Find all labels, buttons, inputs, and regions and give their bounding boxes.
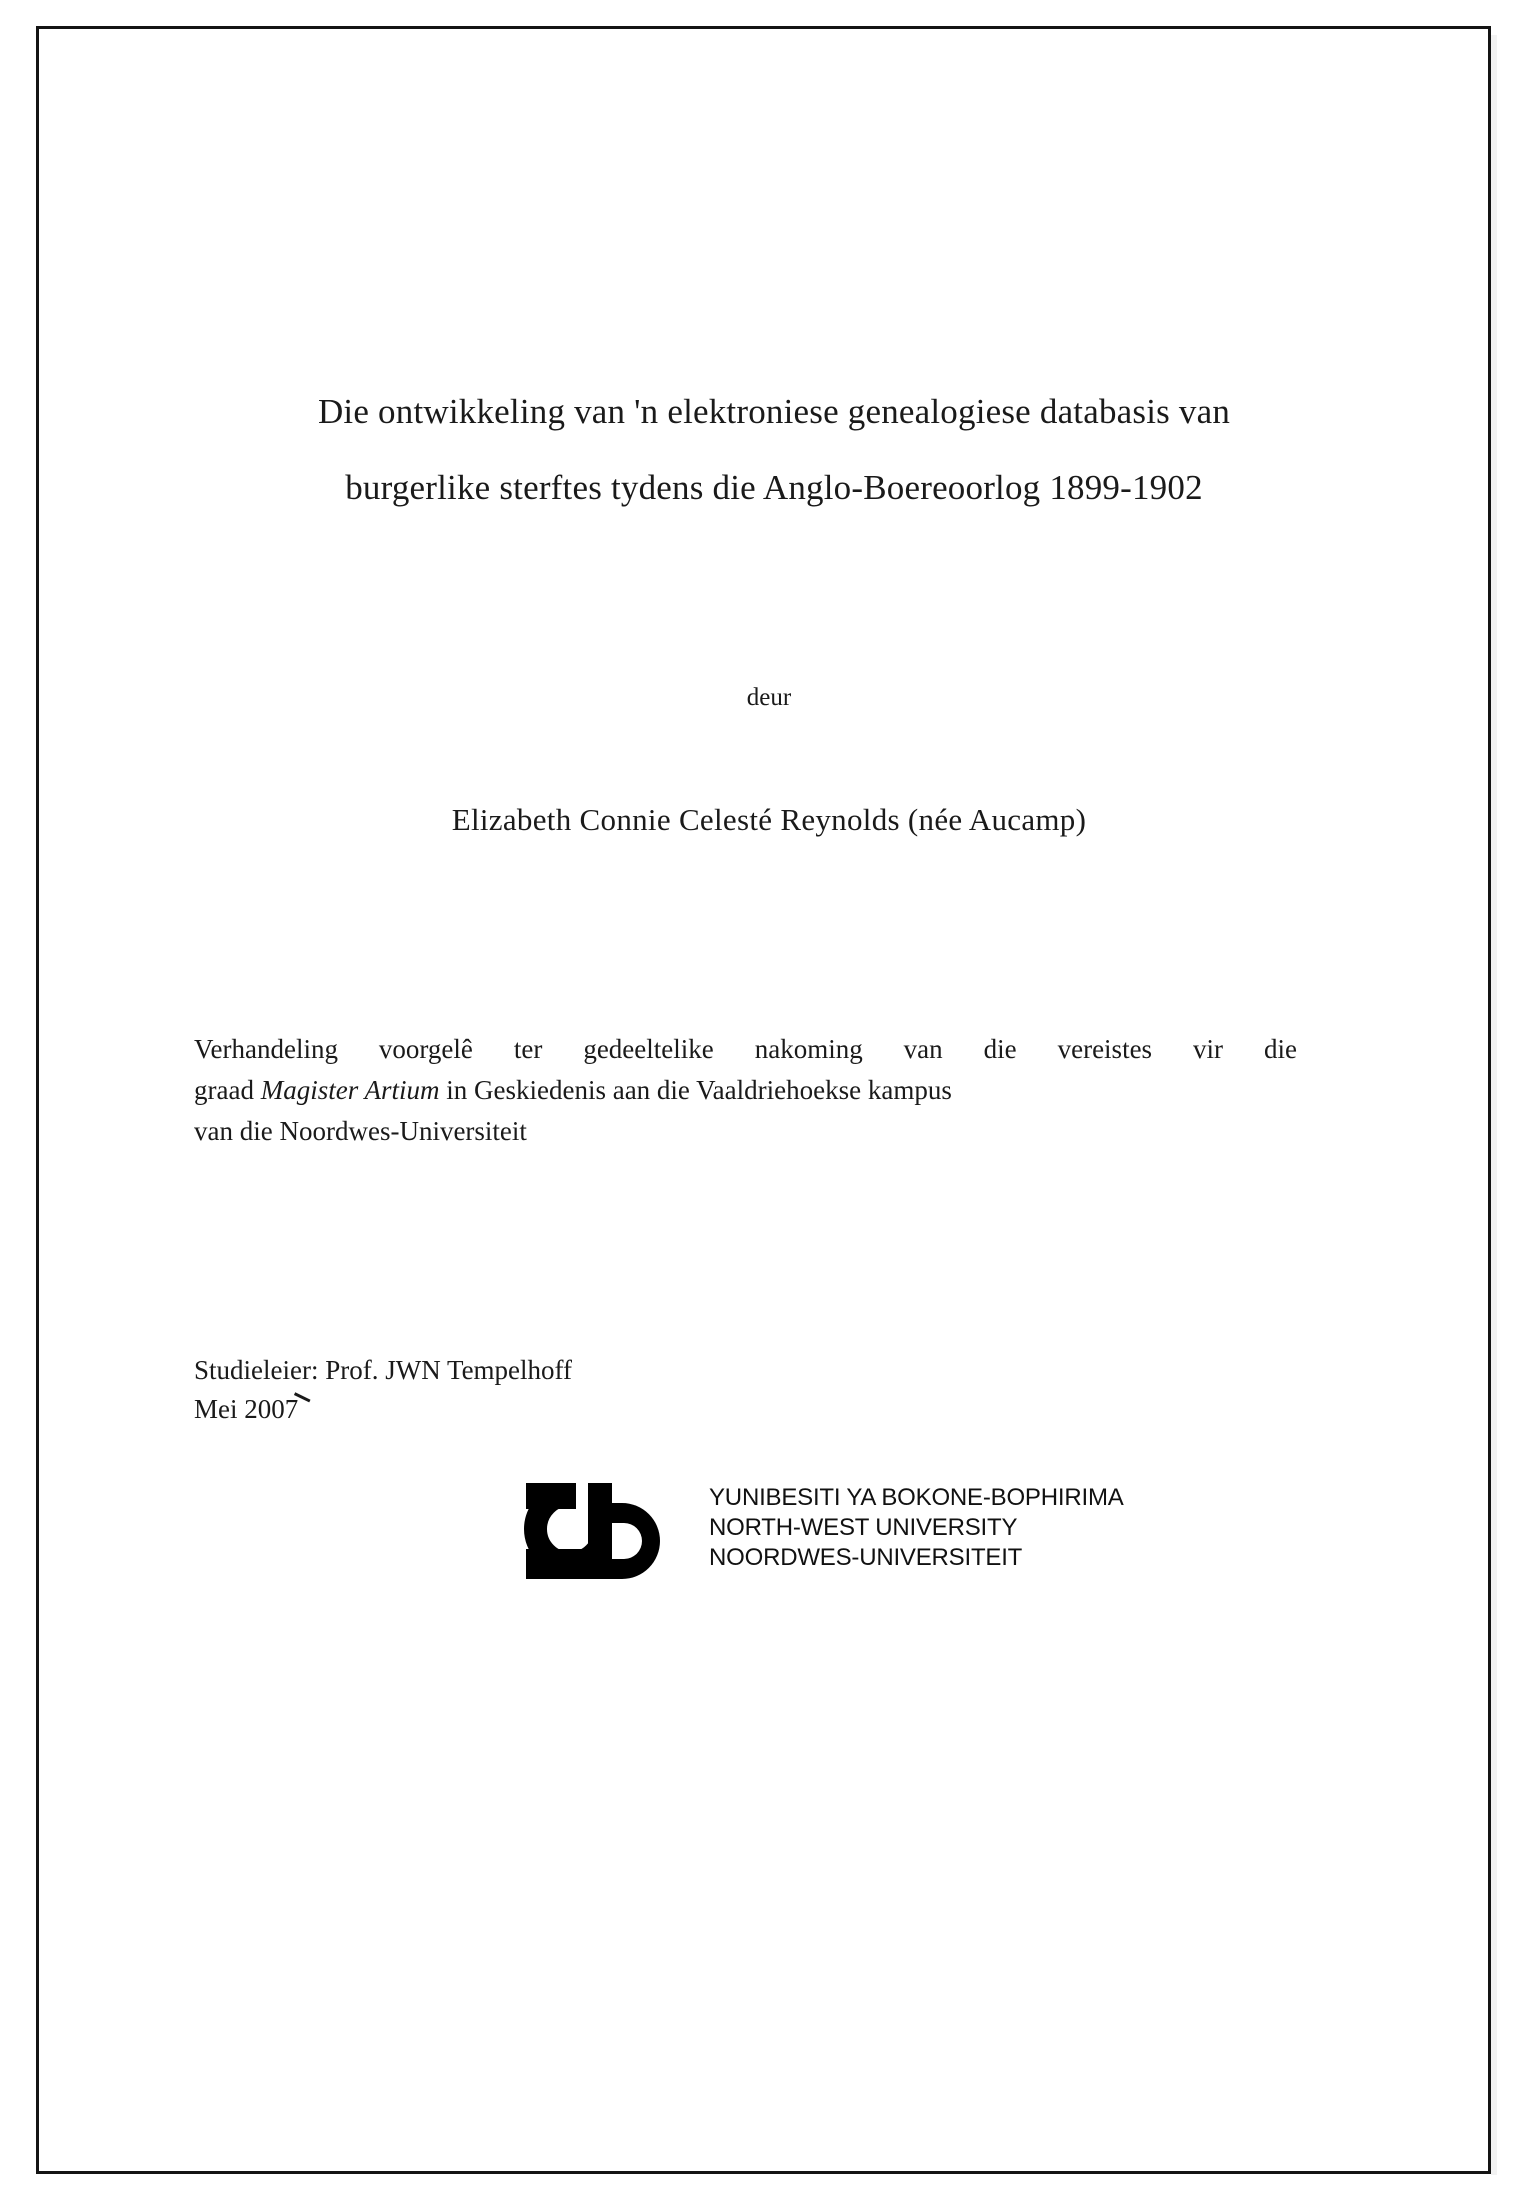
logo-text-line-2: NORTH-WEST UNIVERSITY [709, 1514, 1018, 1541]
degree-statement-line-2-post: in Geskiedenis aan die Vaaldriehoekse kampus [439, 1075, 952, 1105]
degree-name-italic: Magister Artium [260, 1075, 440, 1105]
by-label: deur [746, 684, 792, 711]
supervisor-line: Studieleier: Prof. JWN Tempelhoff [194, 1355, 573, 1385]
degree-statement-line-2-pre: graad [194, 1075, 261, 1105]
title-line-1: Die ontwikkeling van 'n elektroniese genealogiese databasis van [317, 392, 1231, 431]
page-title [219, 374, 1329, 526]
degree-statement-line-1: Verhandeling voorgelê ter gedeeltelike nakoming van die vereistes vir die [194, 1034, 1297, 1064]
degree-statement [194, 1029, 1297, 1152]
university-logo-text [709, 1483, 1124, 1573]
logo-text-line-1: YUNIBESITI YA BOKONE-BOPHIRIMA [709, 1484, 1124, 1511]
date-line-wrapper [194, 1390, 298, 1429]
degree-statement-line-3: van die Noordwes-Universiteit [194, 1116, 527, 1146]
title-line-2: burgerlike sterftes tydens die Anglo-Boereoorlog 1899-1902 [345, 468, 1203, 507]
date-line: Mei 2007 [194, 1394, 299, 1424]
logo-text-line-3: NOORDWES-UNIVERSITEIT [709, 1544, 1023, 1571]
title-page-content [189, 29, 1349, 2177]
degree-statement-line-2 [194, 1070, 1297, 1111]
supervisor-block [194, 1351, 1094, 1429]
page-border [36, 26, 1491, 2174]
north-west-university-logo-icon [514, 1479, 704, 1579]
university-logo-block [514, 1477, 1214, 1587]
author-name: Elizabeth Connie Celesté Reynolds (née Aucamp) [451, 802, 1087, 837]
